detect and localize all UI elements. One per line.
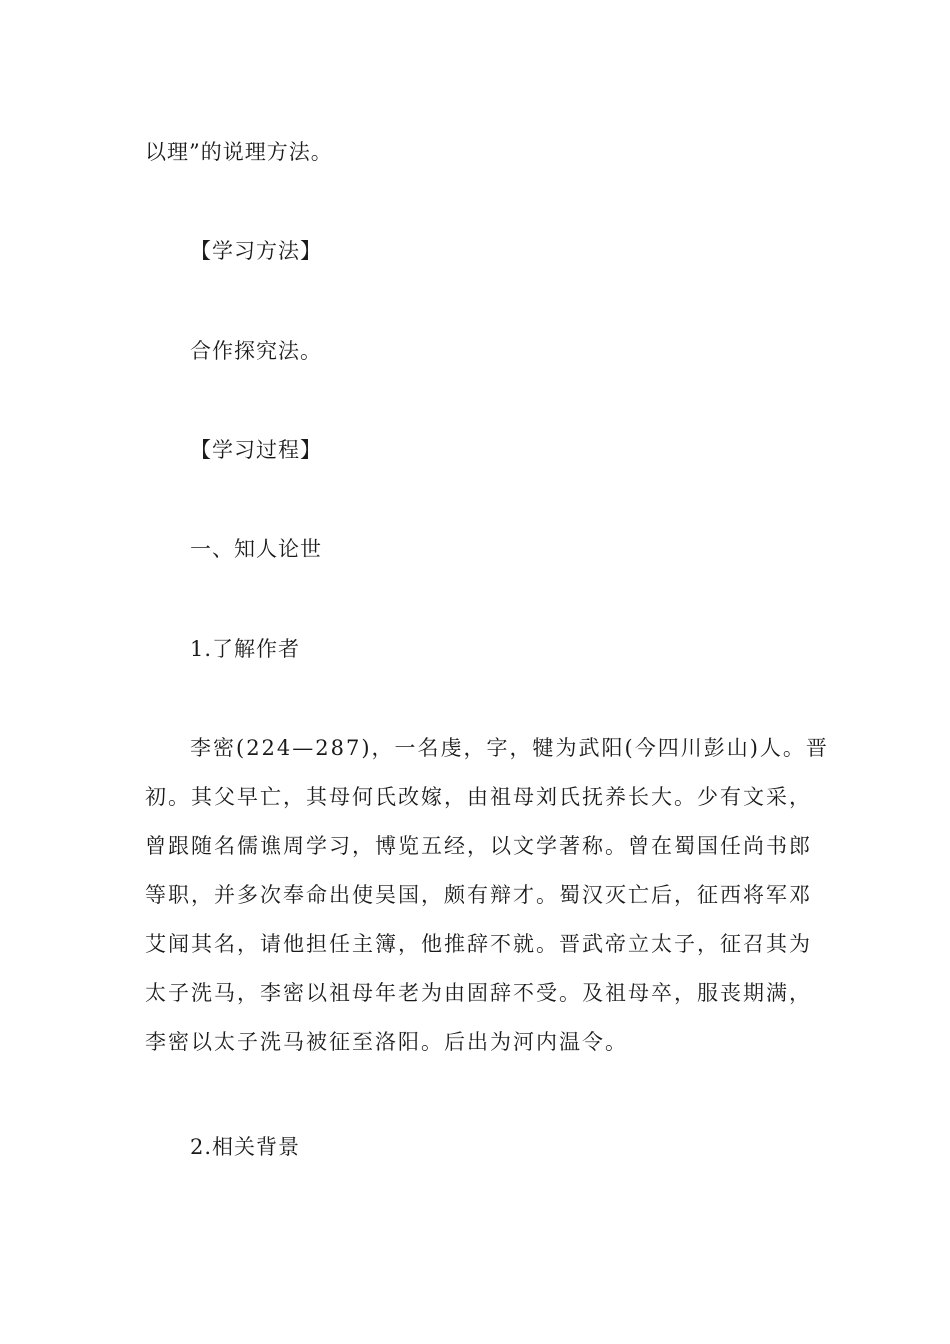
section-heading-one: 一、知人论世	[190, 537, 322, 561]
heading-learning-method: 【学习方法】	[190, 239, 322, 263]
paragraph-line: 艾闻其名，请他担任主簿，他推辞不就。晋武帝立太子，征召其为	[145, 932, 812, 956]
author-paragraph	[145, 724, 829, 1067]
paragraph-line: 李密(224—287)，一名虔，字，犍为武阳(今四川彭山)人。晋	[190, 736, 829, 760]
learning-method-text: 合作探究法。	[190, 339, 322, 363]
subheading-about-author: 1.了解作者	[190, 637, 301, 661]
paragraph-line: 等职，并多次奉命出使吴国，颇有辩才。蜀汉灭亡后，征西将军邓	[145, 883, 812, 907]
subheading-background: 2.相关背景	[190, 1135, 301, 1159]
paragraph-line: 曾跟随名儒谯周学习，博览五经，以文学著称。曾在蜀国任尚书郎	[145, 834, 812, 858]
heading-learning-process: 【学习过程】	[190, 438, 322, 462]
paragraph-line: 初。其父早亡，其母何氏改嫁，由祖母刘氏抚养长大。少有文采，	[145, 785, 812, 809]
paragraph-line: 太子洗马，李密以祖母年老为由固辞不受。及祖母卒，服丧期满，	[145, 981, 812, 1005]
continuation-line: 以理”的说理方法。	[145, 140, 333, 164]
paragraph-line: 李密以太子洗马被征至洛阳。后出为河内温令。	[145, 1030, 628, 1054]
